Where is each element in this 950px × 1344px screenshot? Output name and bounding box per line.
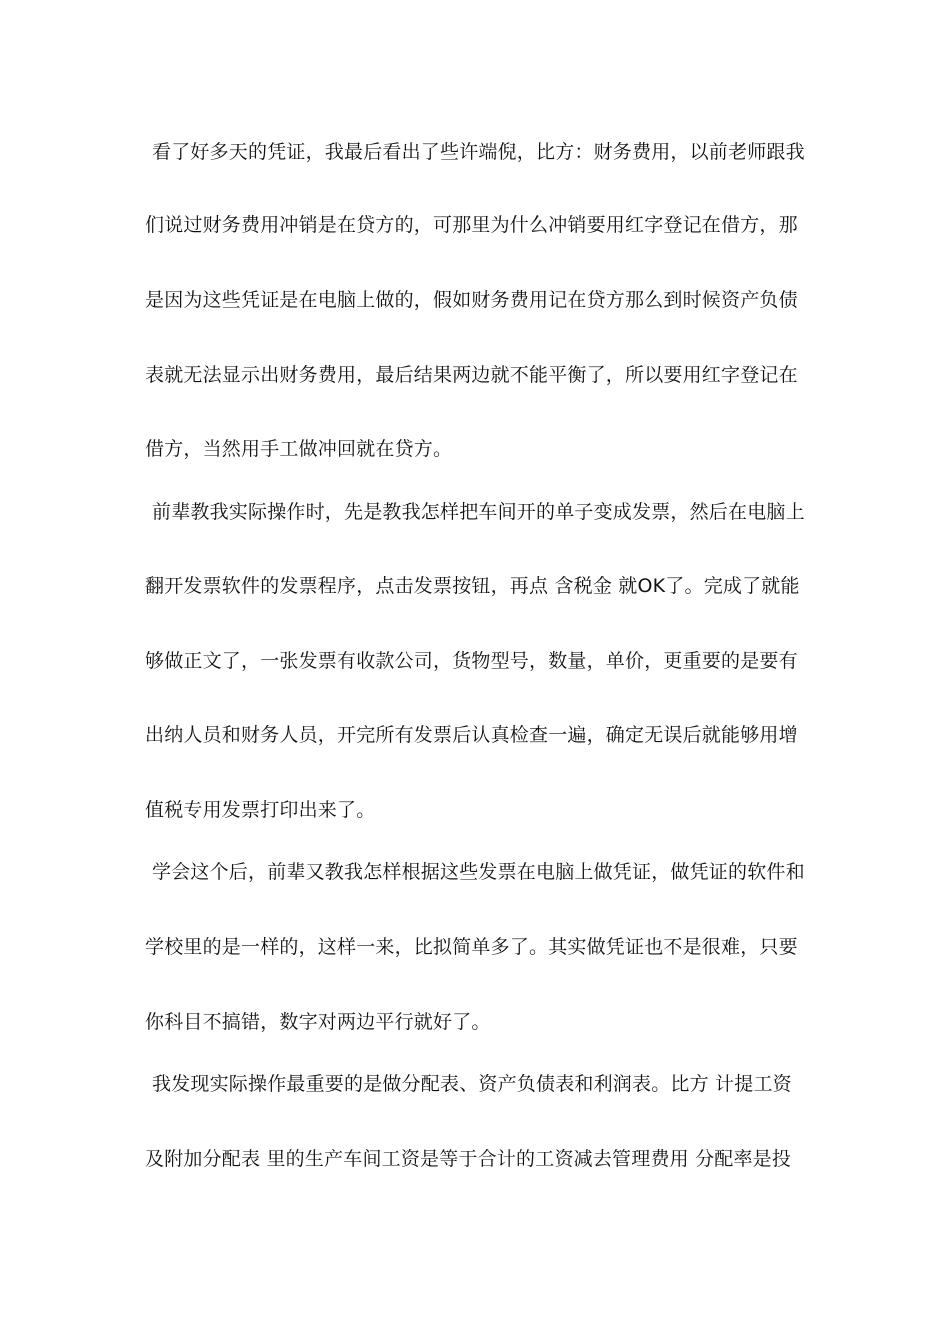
paragraph-2-line-4: 出纳人员和财务人员，开完所有发票后认真检查一遍，确定无误后就能够用增 [145,724,798,746]
paragraph-4-line-1: 我发现实际操作最重要的是做分配表、资产负债表和利润表。比方 计提工资 [152,1073,792,1095]
paragraph-3-line-2: 学校里的是一样的，这样一来，比拟简单多了。其实做凭证也不是很难，只要 [145,936,798,958]
paragraph-2-line-1: 前辈教我实际操作时，先是教我怎样把车间开的单子变成发票，然后在电脑上 [152,501,805,523]
paragraph-1-line-2: 们说过财务费用冲销是在贷方的，可那里为什么冲销要用红字登记在借方，那 [145,214,798,236]
paragraph-2-line-3: 够做正文了，一张发票有收款公司，货物型号，数量，单价，更重要的是要有 [145,650,798,672]
paragraph-3-line-3: 你科目不搞错，数字对两边平行就好了。 [145,1011,491,1033]
paragraph-2-line-2: 翻开发票软件的发票程序，点击发票按钮，再点 含税金 就OK了。完成了就能 [145,575,800,597]
paragraph-4-line-2: 及附加分配表 里的生产车间工资是等于合计的工资减去管理费用 分配率是投 [145,1148,792,1170]
paragraph-1-line-4: 表就无法显示出财务费用，最后结果两边就不能平衡了，所以要用红字登记在 [145,364,798,386]
paragraph-3-line-1: 学会这个后，前辈又教我怎样根据这些发票在电脑上做凭证，做凭证的软件和 [152,861,805,883]
paragraph-1-line-5: 借方，当然用手工做冲回就在贷方。 [145,438,453,460]
paragraph-1-line-3: 是因为这些凭证是在电脑上做的，假如财务费用记在贷方那么到时候资产负债 [145,289,798,311]
paragraph-1-line-1: 看了好多天的凭证，我最后看出了些许端倪，比方：财务费用，以前老师跟我 [152,141,805,163]
paragraph-2-line-5: 值税专用发票打印出来了。 [145,799,376,821]
